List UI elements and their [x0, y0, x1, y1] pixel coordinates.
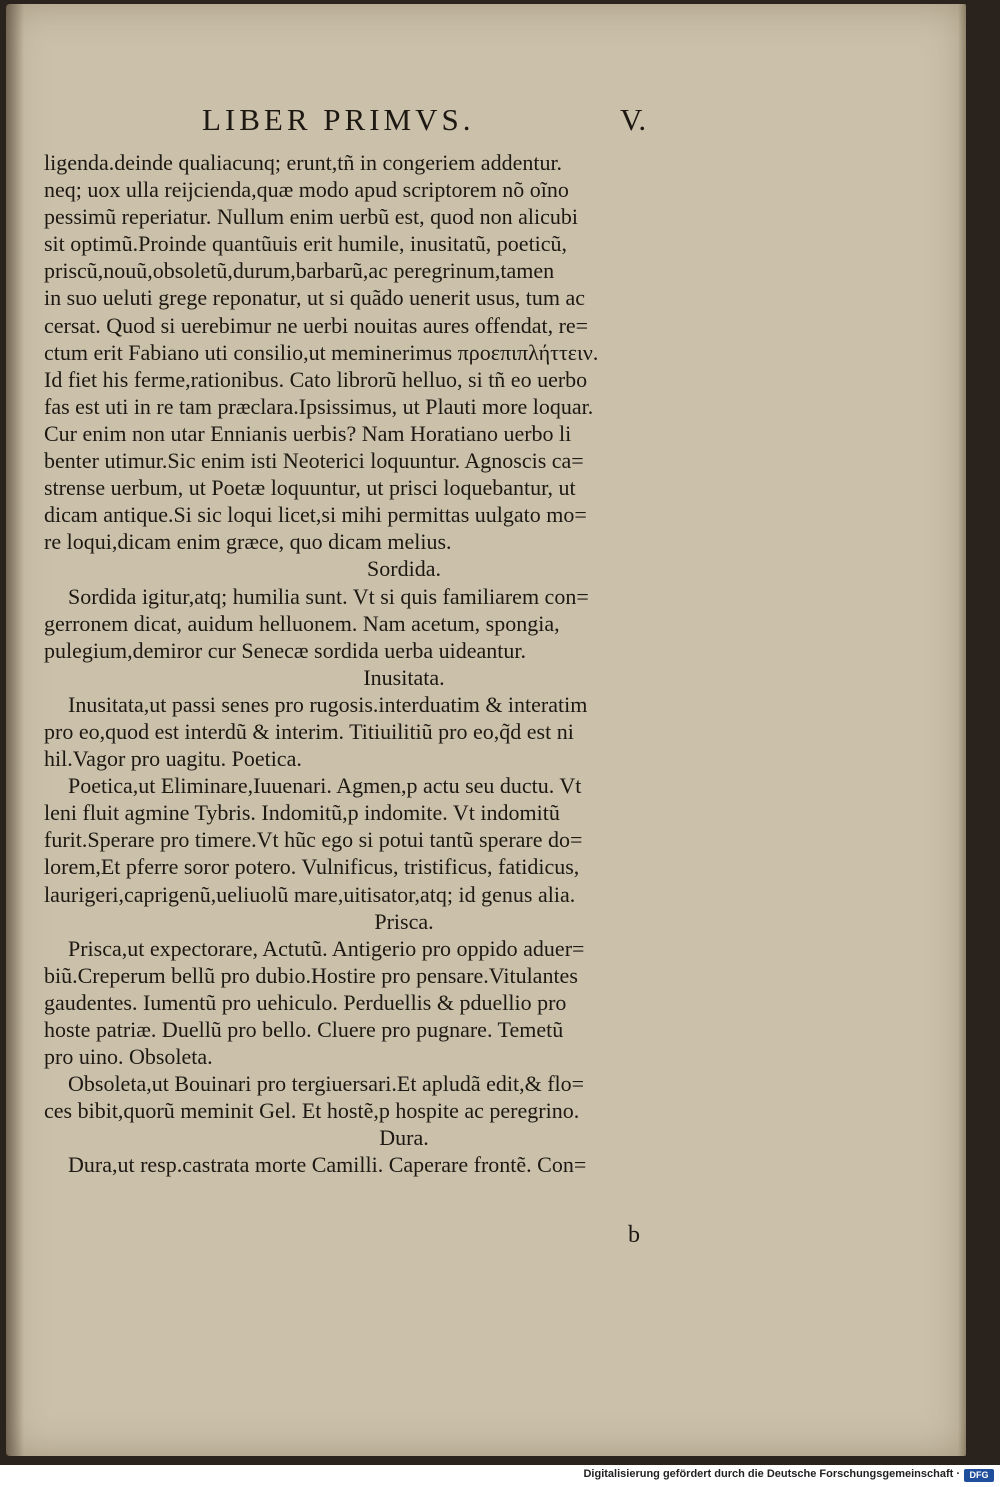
text-line: leni fluit agmine Tybris. Indomitũ,p indomite. Vt indomitũ [44, 800, 560, 826]
text-line: fas est uti in re tam præclara.Ipsissimus, ut Plauti more loquar. [44, 393, 594, 419]
text-block [44, 149, 764, 1179]
text-line: ctum erit Fabiano uti consilio,ut meminerimus προεπιπλήττειν. [44, 339, 599, 365]
page-edge-shadow [958, 4, 966, 1456]
text-line: biũ.Creperum bellũ pro dubio.Hostire pro pensare.Vitulantes [44, 962, 578, 988]
text-line: Sordida igitur,atq; humilia sunt. Vt si quis familiarem con= [68, 583, 589, 609]
text-line: in suo ueluti grege reponatur, ut si quãdo uenerit usus, tum ac [44, 285, 586, 311]
signature-mark: b [628, 1222, 640, 1248]
text-line: pro eo,quod est interdũ & interim. Titiuilitiũ pro eo,q̃d est ni [44, 718, 574, 744]
text-line: ligenda.deinde qualiacunq; erunt,tñ in congeriem addentur. [44, 150, 563, 175]
text-line: benter utimur.Sic enim isti Neoterici loquuntur. Agnoscis ca= [44, 448, 584, 474]
text-line: ces bibit,quorũ meminit Gel. Et hostẽ,p hospite ac peregrino. [44, 1098, 580, 1124]
gutter-shadow [6, 4, 24, 1456]
text-line: Inusitata,ut passi senes pro rugosis.interduatim & interatim [68, 691, 588, 717]
text-line: re loqui,dicam enim græce, quo dicam melius. [44, 529, 452, 555]
text-line: pessimũ reperiatur. Nullum enim uerbũ est, quod non alicubi [44, 204, 579, 230]
text-line: gaudentes. Iumentũ pro uehiculo. Perduellis & pduellio pro [44, 989, 567, 1015]
footer-credit: Digitalisierung gefördert durch die Deutsche Forschungsgemeinschaft · [583, 1468, 960, 1480]
text-line: Poetica,ut Eliminare,Iuuenari. Agmen,p actu seu ductu. Vt [68, 773, 582, 799]
text-line: Id fiet his ferme,rationibus. Cato librorũ helluo, si tñ eo uerbo [44, 366, 588, 392]
text-line: Dura,ut resp.castrata morte Camilli. Caperare frontẽ. Con= [68, 1152, 587, 1178]
running-head: LIBER PRIMVS. [202, 102, 475, 137]
text-line: Obsoleta,ut Bouinari pro tergiuersari.Et apludã edit,& flo= [68, 1071, 585, 1097]
text-line: hoste patriæ. Duellũ pro bello. Cluere pro pugnare. Temetũ [44, 1017, 564, 1042]
text-line: gerronem dicat, auidum helluonem. Nam acetum, spongia, [44, 610, 560, 636]
dfg-logo: DFG [964, 1469, 994, 1482]
text-line: Cur enim non utar Ennianis uerbis? Nam Horatiano uerbo li [44, 420, 572, 446]
section-heading: Dura. [379, 1125, 429, 1151]
section-heading: Prisca. [374, 908, 434, 934]
text-line: sit optimũ.Proinde quantũuis erit humile, inusitatũ, poeticũ, [44, 231, 568, 257]
folio-number: V. [620, 102, 647, 137]
book-page [6, 4, 966, 1456]
footer-bar [0, 1465, 1000, 1487]
text-line: Prisca,ut expectorare, Actutũ. Antigerio pro oppido aduer= [68, 935, 585, 961]
text-line: laurigeri,caprigenũ,ueliuolũ mare,uitisator,atq; id genus alia. [44, 881, 576, 907]
section-heading: Sordida. [367, 556, 441, 582]
page-header [6, 102, 966, 142]
text-line: strense uerbum, ut Poetæ loquuntur, ut prisci loquebantur, ut [44, 475, 576, 501]
text-line: furit.Sperare pro timere.Vt hũc ego si potui tantũ sperare do= [44, 827, 583, 853]
text-line: priscũ,nouũ,obsoletũ,durum,barbarũ,ac peregrinum,tamen [44, 258, 555, 284]
text-line: pulegium,demiror cur Senecæ sordida uerba uideantur. [44, 637, 527, 663]
text-line: pro uino. Obsoleta. [44, 1044, 213, 1070]
text-line: cersat. Quod si uerebimur ne uerbi nouitas aures offendat, re= [44, 312, 589, 338]
text-line: hil.Vagor pro uagitu. Poetica. [44, 746, 302, 772]
text-line: lorem,Et pferre soror potero. Vulnificus, tristificus, fatidicus, [44, 854, 580, 880]
section-heading: Inusitata. [363, 664, 445, 690]
text-line: dicam antique.Si sic loqui licet,si mihi permittas uulgato mo= [44, 502, 587, 528]
text-line: neq; uox ulla reijcienda,quæ modo apud scriptorem nõ oĩno [44, 177, 569, 203]
